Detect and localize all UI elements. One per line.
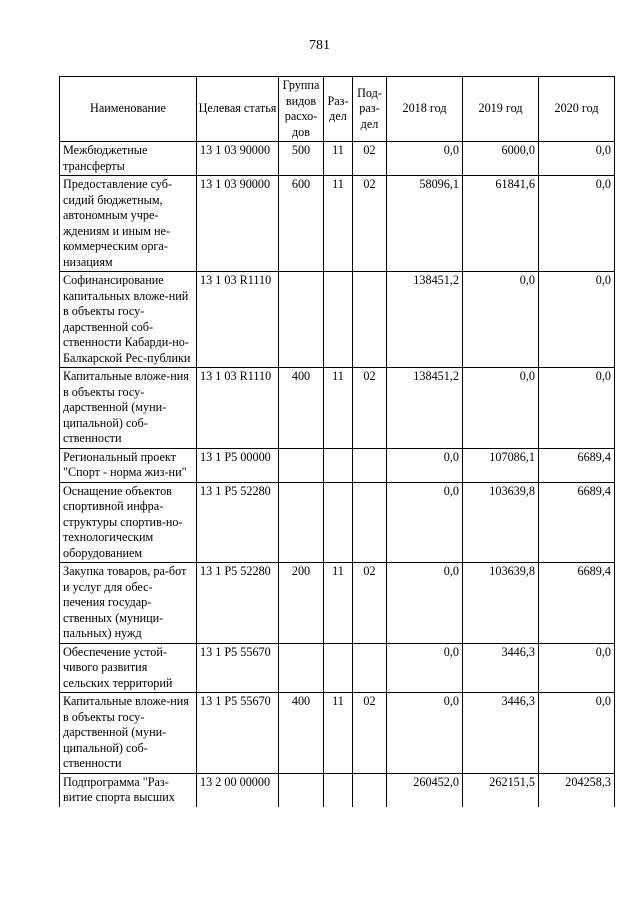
row-subsection: 02 xyxy=(353,368,387,449)
row-name: Межбюджетные трансферты xyxy=(60,142,197,176)
row-group xyxy=(279,448,324,482)
row-section: 11 xyxy=(324,142,353,176)
row-subsection xyxy=(353,448,387,482)
row-name: Оснащение объектов спортивной инфра-структуры спортив-но-технологическим оборудованием xyxy=(60,482,197,563)
row-code: 13 1 P5 00000 xyxy=(197,448,279,482)
row-section xyxy=(324,773,353,807)
row-name: Капитальные вложе-ния в объекты госу-дарственной (муни-ципальной) соб-ственности xyxy=(60,368,197,449)
row-code: 13 1 P5 55670 xyxy=(197,643,279,693)
row-2019: 107086,1 xyxy=(463,448,539,482)
row-code: 13 1 03 R1110 xyxy=(197,272,279,368)
row-code: 13 1 P5 52280 xyxy=(197,482,279,563)
table-row xyxy=(60,563,615,644)
row-2020: 0,0 xyxy=(539,176,615,272)
row-group xyxy=(279,643,324,693)
row-subsection: 02 xyxy=(353,142,387,176)
row-section xyxy=(324,643,353,693)
row-2019: 0,0 xyxy=(463,272,539,368)
row-subsection: 02 xyxy=(353,563,387,644)
row-name: Региональный проект "Спорт - норма жиз-ни" xyxy=(60,448,197,482)
row-code: 13 2 00 00000 xyxy=(197,773,279,807)
row-group: 500 xyxy=(279,142,324,176)
row-code: 13 1 03 R1110 xyxy=(197,368,279,449)
row-section: 11 xyxy=(324,176,353,272)
table-row xyxy=(60,176,615,272)
row-2018: 0,0 xyxy=(387,693,463,774)
table-row xyxy=(60,368,615,449)
header-2019: 2019 год xyxy=(463,77,539,142)
row-2019: 262151,5 xyxy=(463,773,539,807)
row-2020: 204258,3 xyxy=(539,773,615,807)
row-2018: 0,0 xyxy=(387,563,463,644)
row-code: 13 1 P5 55670 xyxy=(197,693,279,774)
row-group: 600 xyxy=(279,176,324,272)
row-code: 13 1 03 90000 xyxy=(197,176,279,272)
row-section xyxy=(324,448,353,482)
table-row xyxy=(60,448,615,482)
row-group: 400 xyxy=(279,368,324,449)
table-row xyxy=(60,482,615,563)
header-2018: 2018 год xyxy=(387,77,463,142)
header-row xyxy=(60,77,615,142)
row-2018: 58096,1 xyxy=(387,176,463,272)
row-2020: 6689,4 xyxy=(539,448,615,482)
row-2019: 61841,6 xyxy=(463,176,539,272)
table-row xyxy=(60,773,615,807)
row-2020: 6689,4 xyxy=(539,482,615,563)
header-subsection: Под-раз-дел xyxy=(353,77,387,142)
row-2019: 6000,0 xyxy=(463,142,539,176)
row-2018: 260452,0 xyxy=(387,773,463,807)
row-name: Подпрограмма "Раз-витие спорта высших xyxy=(60,773,197,807)
row-subsection: 02 xyxy=(353,176,387,272)
row-code: 13 1 03 90000 xyxy=(197,142,279,176)
row-2018: 0,0 xyxy=(387,643,463,693)
row-name: Обеспечение устой-чивого развития сельских территорий xyxy=(60,643,197,693)
header-section: Раз-дел xyxy=(324,77,353,142)
row-2018: 138451,2 xyxy=(387,368,463,449)
row-code: 13 1 P5 52280 xyxy=(197,563,279,644)
row-2020: 0,0 xyxy=(539,643,615,693)
row-section: 11 xyxy=(324,368,353,449)
budget-table xyxy=(59,76,615,807)
row-group: 200 xyxy=(279,563,324,644)
row-subsection xyxy=(353,773,387,807)
row-2019: 103639,8 xyxy=(463,563,539,644)
row-section xyxy=(324,482,353,563)
row-2020: 6689,4 xyxy=(539,563,615,644)
header-expense-group: Группа видов расхо-дов xyxy=(279,77,324,142)
table-row xyxy=(60,142,615,176)
row-subsection: 02 xyxy=(353,693,387,774)
page-number: 781 xyxy=(309,38,330,53)
row-2020: 0,0 xyxy=(539,368,615,449)
row-group xyxy=(279,482,324,563)
row-2019: 3446,3 xyxy=(463,693,539,774)
row-2019: 3446,3 xyxy=(463,643,539,693)
table-row xyxy=(60,272,615,368)
header-name: Наименование xyxy=(60,77,197,142)
row-group: 400 xyxy=(279,693,324,774)
row-2020: 0,0 xyxy=(539,142,615,176)
table-row xyxy=(60,643,615,693)
row-group xyxy=(279,773,324,807)
header-code: Целевая статья xyxy=(197,77,279,142)
row-2018: 0,0 xyxy=(387,482,463,563)
row-section: 11 xyxy=(324,693,353,774)
row-2018: 0,0 xyxy=(387,142,463,176)
row-section xyxy=(324,272,353,368)
row-name: Предоставление суб-сидий бюджетным, автономным учре-ждениям и иным не-коммерческим орга-низациям xyxy=(60,176,197,272)
row-subsection xyxy=(353,482,387,563)
row-2020: 0,0 xyxy=(539,272,615,368)
row-2018: 0,0 xyxy=(387,448,463,482)
row-subsection xyxy=(353,643,387,693)
header-2020: 2020 год xyxy=(539,77,615,142)
row-2019: 0,0 xyxy=(463,368,539,449)
table-row xyxy=(60,693,615,774)
row-2019: 103639,8 xyxy=(463,482,539,563)
row-name: Закупка товаров, ра-бот и услуг для обес-печения государ-ственных (муници-пальных) нужд xyxy=(60,563,197,644)
row-2018: 138451,2 xyxy=(387,272,463,368)
row-section: 11 xyxy=(324,563,353,644)
row-subsection xyxy=(353,272,387,368)
row-group xyxy=(279,272,324,368)
row-name: Софинансирование капитальных вложе-ний в объекты госу-дарственной соб-ственности Кабарди-но-Балкарской Рес-публики xyxy=(60,272,197,368)
row-name: Капитальные вложе-ния в объекты госу-дарственной (муни-ципальной) соб-ственности xyxy=(60,693,197,774)
row-2020: 0,0 xyxy=(539,693,615,774)
